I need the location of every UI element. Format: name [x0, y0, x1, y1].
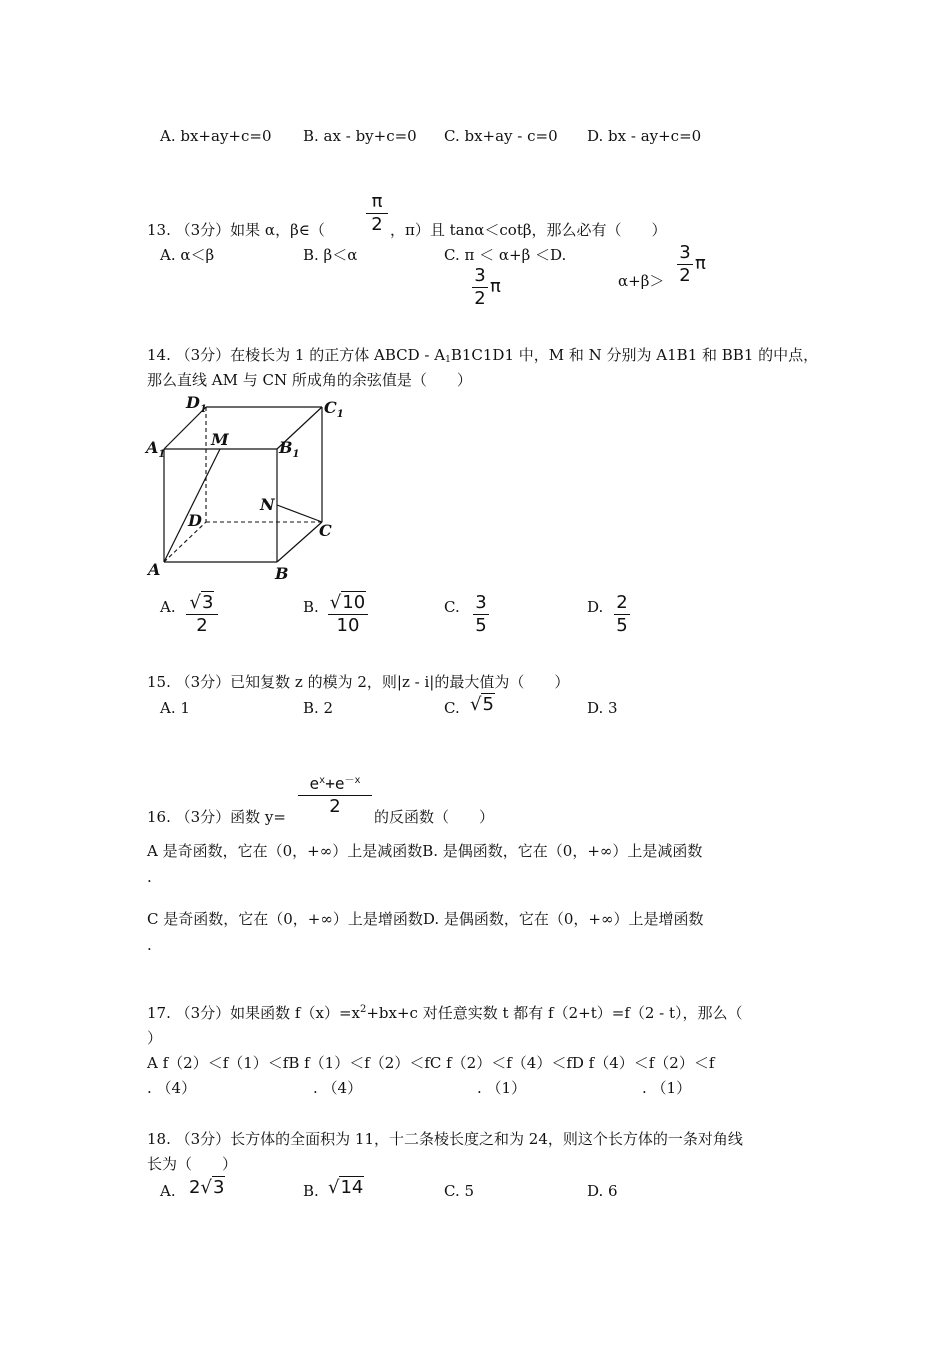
- q13-stem-end: ，π）且 tanα＜cotβ，那么必有（ ）: [390, 221, 667, 239]
- q14-option-a-label: A.: [160, 598, 176, 616]
- label-c: C: [319, 521, 332, 540]
- q14-option-d-value: 2 5: [614, 593, 630, 636]
- line-am: [164, 449, 220, 562]
- q12-option-b: B. ax - by+c=0: [303, 127, 417, 145]
- q14-option-b-label: B.: [303, 598, 319, 616]
- edge-b-c: [277, 522, 322, 562]
- q15-option-c-label: C.: [444, 699, 460, 717]
- q18-option-b-label: B.: [303, 1182, 319, 1200]
- q16-options-row2-dot: .: [147, 936, 152, 954]
- label-a: A: [148, 560, 161, 579]
- q17-option-b-tail: . （4）: [313, 1079, 363, 1097]
- q14-stem-line1: 14. （3分）在棱长为 1 的正方体 ABCD - $A_1B1C1D1$ 中，M 和 N 分别为 A1B1 和 BB1 的中点，: [147, 346, 819, 365]
- q12-option-c: C. bx+ay - c=0: [444, 127, 558, 145]
- q13-option-d-pi: π: [695, 253, 706, 274]
- q18-option-c: C. 5: [444, 1182, 475, 1200]
- q13-option-d: α+β＞: [618, 272, 665, 290]
- cube-figure: [140, 392, 360, 582]
- q18-option-a-label: A.: [160, 1182, 176, 1200]
- q16-options-row2: C 是奇函数，它在（0，+∞）上是增函数D. 是偶函数，它在（0，+∞）上是增函数: [147, 910, 704, 928]
- q17-stem-line1: 17. （3分）如果函数 $f(x)=x^2+bx+c$ 对任意实数 t 都有 f（2+t）=f（2 - t），那么（: [147, 1004, 743, 1022]
- q13-option-b: B. β＜α: [303, 246, 358, 264]
- q14-option-d-label: D.: [587, 598, 604, 616]
- q14-option-c-value: 3 5: [473, 593, 489, 636]
- q13-fraction-pi-over-2: π 2: [366, 192, 388, 235]
- q15-option-b: B. 2: [303, 699, 334, 717]
- q16-options-row1-dot: .: [147, 868, 152, 886]
- q16-stem-start: 16. （3分）函数 y=: [147, 808, 286, 826]
- q17-options-line1: A f（2）＜f（1）＜fB f（1）＜f（2）＜fC f（2）＜f（4）＜fD f（4）＜f（2）＜f: [147, 1054, 715, 1072]
- q12-option-a: A. bx+ay+c=0: [160, 127, 272, 145]
- q16-fraction: $e^x+e^{-x}$ 2: [298, 774, 372, 817]
- q13-option-c: C. π ＜ α+β ＜D.: [444, 246, 567, 264]
- q18-option-b-value: √14: [328, 1177, 364, 1198]
- cube-diagram: [140, 392, 360, 582]
- q17-option-a-tail: . （4）: [147, 1079, 197, 1097]
- q14-option-c-label: C.: [444, 598, 460, 616]
- q14-stem-line2: 那么直线 AM 与 CN 所成角的余弦值是（ ）: [147, 371, 472, 389]
- q13-option-a: A. α＜β: [160, 246, 215, 264]
- label-m: M: [211, 430, 229, 449]
- q12-option-d: D. bx - ay+c=0: [587, 127, 702, 145]
- q17-stem-line2: ）: [147, 1029, 163, 1047]
- q14-option-b-value: √10 10: [328, 593, 368, 636]
- q17-option-c-tail: . （1）: [477, 1079, 527, 1097]
- q14-option-a-value: √3 2: [186, 593, 218, 636]
- q17-option-d-tail: . （1）: [642, 1079, 692, 1097]
- label-d1: $D_1$: [186, 393, 207, 415]
- label-n: N: [260, 495, 275, 514]
- q18-option-a-value: 2√3: [189, 1177, 225, 1198]
- label-c1: $C_1$: [324, 398, 344, 420]
- q13-stem-start: 13. （3分）如果 α，β∈（: [147, 221, 325, 239]
- q18-option-d: D. 6: [587, 1182, 618, 1200]
- q16-options-row1: A 是奇函数，它在（0，+∞）上是减函数B. 是偶函数，它在（0，+∞）上是减函数: [147, 842, 703, 860]
- q15-option-d: D. 3: [587, 699, 618, 717]
- label-b: B: [275, 564, 289, 582]
- q15-stem: 15. （3分）已知复数 z 的模为 2，则|z - i|的最大值为（ ）: [147, 673, 570, 691]
- q18-stem-line2: 长为（ ）: [147, 1155, 238, 1173]
- label-b1: $B_1$: [279, 438, 300, 460]
- q18-stem-line1: 18. （3分）长方体的全面积为 11，十二条棱长度之和为 24，则这个长方体的一条对角线: [147, 1130, 743, 1148]
- q13-option-c-fraction: 3 2: [472, 266, 488, 309]
- q15-option-a: A. 1: [160, 699, 190, 717]
- q16-stem-end: 的反函数（ ）: [374, 808, 495, 826]
- label-a1: $A_1$: [146, 438, 166, 460]
- line-cn: [277, 505, 322, 522]
- label-d: D: [188, 511, 202, 530]
- q13-option-d-fraction: 3 2: [677, 243, 693, 286]
- q15-option-c-value: √5: [470, 694, 494, 715]
- q13-option-c-pi: π: [490, 276, 501, 297]
